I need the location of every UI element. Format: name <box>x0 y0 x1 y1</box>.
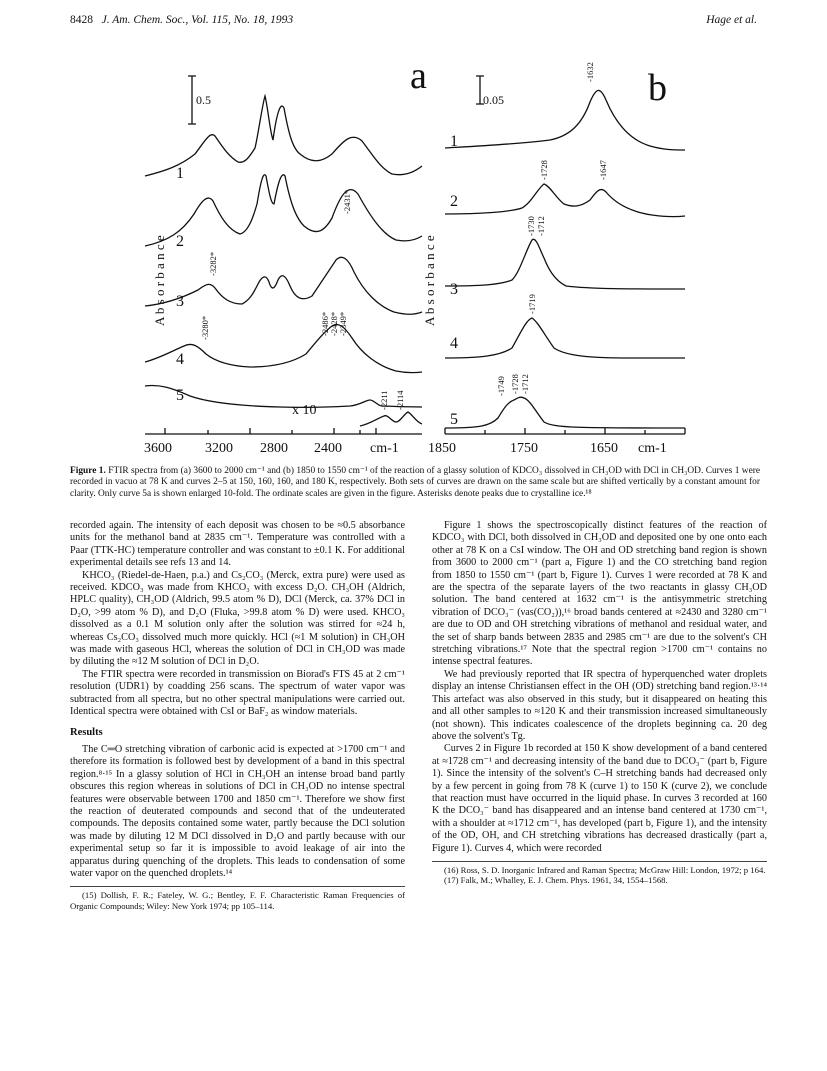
panel-b-peak-label: -1632 <box>585 62 595 82</box>
panel-a-ylabel: A b s o r b a n c e <box>152 235 167 326</box>
page-number: 8428 <box>70 14 93 26</box>
panel-b-peak-label: -1712 <box>536 216 546 236</box>
panel-b-peak-label: -1719 <box>527 294 537 314</box>
journal-citation: J. Am. Chem. Soc., Vol. 115, No. 18, 1993 <box>101 14 294 26</box>
reference-17: (17) Falk, M.; Whalley, E. J. Chem. Phys. 1961, 34, 1554–1568. <box>444 875 668 886</box>
panel-b-curve-label-2: 2 <box>450 193 458 210</box>
panel-a-curve-label-5: 5 <box>176 387 184 404</box>
panel-a-peak-label: -2431* <box>342 189 352 214</box>
panel-a-x-tick-label: 3600 <box>144 441 172 456</box>
footnotes-right <box>432 861 767 886</box>
panel-a-x-tick-label: 2800 <box>260 441 288 456</box>
panel-a-peak-label: -2349* <box>338 311 348 336</box>
figure-1 <box>60 36 770 460</box>
panel-a-peak-label: -3280* <box>200 315 210 340</box>
panel-b-peak-label: -1730 <box>526 216 536 236</box>
panel-b-peak-label: -1712 <box>520 374 530 394</box>
panel-a-peak-label: -2114 <box>395 390 405 410</box>
panel-a-x-ticks <box>165 428 376 434</box>
reference-16: (16) Ross, S. D. Inorganic Infrared and Raman Spectra; McGraw Hill: London, 1972; p 164. <box>444 864 766 875</box>
paragraph: recorded again. The intensity of each deposit was chosen to be ≈0.5 absorbance units for the methanol band at 2835 cm⁻¹. Temperature was controlled with a Paar (TTK-HC) temperature controller and was constant to ±0.1 K. For additional experimental details see refs 13 and 14. <box>70 520 405 569</box>
panel-a-x-unit: cm-1 <box>370 441 399 456</box>
panel-b-x-ticks <box>445 428 685 434</box>
panel-b-curve-5 <box>445 397 685 428</box>
panel-b-x-tick-label: 1750 <box>510 441 538 456</box>
panel-a-curve-2 <box>145 175 422 246</box>
ftir-spectra-figure <box>60 36 770 460</box>
paragraph: We had previously reported that IR spectra of hyperquenched water droplets display an intense Christiansen effect in the OH (OD) stretching band region.¹³·¹⁴ This artefact was also observed in this study, but it disappeared on heating this and all other samples to ≈120 K and their transmission increased simultaneously (not shown). This indicates coalescence of the droplets beginning ca. 20 deg above the solvent's Tg. <box>432 668 767 742</box>
right-column <box>432 520 767 886</box>
paragraph: The C═O stretching vibration of carbonic acid is expected at >1700 cm⁻¹ and therefore its formation is followed best by development of a band in this spectral region.⁸·¹⁵ In a glassy solution of HCl in CH₃OH an intense broad band partly obscures this region whereas in solutions of DCl in CH₃OD no intense spectral features were observable between 1700 and 1850 cm⁻¹. Therefore we show first the reaction of deuterated compounds and second that of the undeuterated compounds. The deposits contained some water, partly because the DCl solution was made by diluting 12 M DCl dissolved in D₂O and partly because with our experimental setup so far it is impossible to avoid leakage of air into the apparatus during quenching of the droplets. This leads to condensation of some water vapor on the quenched droplets.¹⁴ <box>70 743 405 879</box>
panel-b-curve-label-3: 3 <box>450 281 458 298</box>
panel-a-x-tick-label: 2400 <box>314 441 342 456</box>
panel-a-letter: a <box>410 55 427 97</box>
section-heading-results: Results <box>70 726 103 738</box>
panel-b-x-unit: cm-1 <box>638 441 667 456</box>
panel-b-peak-label: -1749 <box>496 376 506 396</box>
panel-a-peak-label: -2486* <box>320 311 330 336</box>
panel-b-x-tick-label: 1850 <box>428 441 456 456</box>
footnotes-left <box>70 886 405 911</box>
panel-a-curve-3 <box>145 257 422 314</box>
panel-b-curve-4 <box>445 318 685 358</box>
panel-b-curve-label-5: 5 <box>450 411 458 428</box>
panel-a-peak-label: -3282* <box>208 251 218 276</box>
caption-text: FTIR spectra from (a) 3600 to 2000 cm⁻¹ and (b) 1850 to 1550 cm⁻¹ of the reaction of a glassy solution of KDCO₃ dissolved in CH₃OD with DCl in CH₃OD. Curves 1 were recorded in vacuo at 78 K and curves 2–5 at 150, 160, 160, and 180 K, respectively. Both sets of curves are drawn on the same scale but are shifted vertically by a constant amount for clarity. Only curve 5a is shown enlarged 10-fold. The ordinate scales are given in the figure. Asterisks denote peaks due to crystalline ice.¹⁸ <box>70 466 761 499</box>
panel-a-zoom-label: x 10 <box>292 403 317 418</box>
panel-a-curve-4 <box>145 325 422 373</box>
left-column <box>70 520 405 911</box>
panel-b-peak-label: -1728 <box>510 374 520 394</box>
panel-a-x-tick-label: 3200 <box>205 441 233 456</box>
panel-a-curve-label-3: 3 <box>176 293 184 310</box>
panel-a-curve-label-4: 4 <box>176 351 184 368</box>
panel-b-peak-label: -1647 <box>598 160 608 180</box>
caption-label: Figure 1. <box>70 466 106 476</box>
panel-b-curve-2 <box>445 184 685 217</box>
panel-b-curve-label-1: 1 <box>450 133 458 150</box>
panel-b-curve-label-4: 4 <box>450 335 458 352</box>
panel-a-peak-label: -2428* <box>329 311 339 336</box>
running-header-authors: Hage et al. <box>706 14 757 26</box>
panel-a-curve-1 <box>145 96 422 176</box>
panel-a-curve-5-zoom <box>360 412 422 426</box>
panel-a-curve-label-1: 1 <box>176 165 184 182</box>
paragraph: Figure 1 shows the spectroscopically distinct features of the reaction of KDCO₃ with DCl, both dissolved in CH₃OD and deposited one by one onto each other at 78 K on a CsI window. The OH and OD stretching band region is shown from 3600 to 2000 cm⁻¹ (part a, Figure 1) and the CO stretching band region from 1850 to 1550 cm⁻¹ (part b, Figure 1). Curves 1 were recorded at 78 K and are the spectra of the separate layers of the two reactants in glassy CH₃OD solution. The band centered at 1632 cm⁻¹ is the antisymmetric stretching vibration of DCO₃⁻ (νas(CO₂)),¹⁶ broad bands centered at ≈2430 and 3280 cm⁻¹ are due to OD and OH stretching vibrations of methanol and residual water, and the set of sharp bands between 2835 and 2985 cm⁻¹ are due to the solvent's CH stretching vibrations.¹⁷ Note that the spectral region >1700 cm⁻¹ contains no intense spectral features. <box>432 520 767 668</box>
paragraph: The FTIR spectra were recorded in transmission on Biorad's FTS 45 at 2 cm⁻¹ resolution (UDR1) by coadding 256 scans. The spectrum of water vapor was subtracted from all spectra, but no other spectral manipulations were carried out. Identical spectra were obtained with CsI or BaF₂ as window materials. <box>70 668 405 718</box>
panel-a-scale-bar <box>188 76 196 124</box>
panel-b-ylabel: A b s o r b a n c e <box>422 235 437 326</box>
paragraph: KHCO₃ (Riedel-de-Haen, p.a.) and Cs₂CO₃ (Merck, extra pure) were used as received. KDCO₃ was made from KHCO₃ with excess D₂O. CH₃OH (Aldrich, HPLC quality), CH₃OD (Aldrich, 99.5 atom % D), DCl (Merck, ca. 37% DCl in D₂O, >99 atom % D), and D₂O (Fluka, >99.8 atom % D) were used. KHCO₃ dissolved as a 0.1 M solution only after the solution was stirred for ≈24 h, whereas Cs₂CO₃ dissolved much more quickly. HCl (≈1 M solution) in CH₃OH was made with gaseous HCl, whereas the solution of DCl in CH₃OD was made by diluting the ≈12 M solution of DCl in D₂O. <box>70 569 405 668</box>
panel-b-curve-3 <box>445 239 685 289</box>
panel-b-x-tick-label: 1650 <box>590 441 618 456</box>
panel-b-peak-label: -1728 <box>539 160 549 180</box>
paragraph: Curves 2 in Figure 1b recorded at 150 K show development of a band centered at ≈1728 cm⁻¹ and decreasing intensity of the band due to DCO₃⁻ (part b, Figure 1). Since the intensity of the solvent's C–H stretching bands had decreased only by a few percent in going from 78 K (curve 1) to 150 K (curve 2), we conclude that reaction must have occurred in the liquid phase. In curves 3 recorded at 160 K the DCO₃⁻ band has disappeared and an intense band centered at 1730 cm⁻¹, with a shoulder at ≈1712 cm⁻¹, has developed (part b, Figure 1), and the intensity of the OD, OH, and CH stretching vibrations has decreased drastically (part a, Figure 1). Curves 4, which were recorded <box>432 743 767 854</box>
panel-a-peak-label: -2211 <box>379 390 389 410</box>
panel-a-scale-label: 0.5 <box>196 93 211 107</box>
figure-caption <box>70 466 760 500</box>
reference-15: (15) Dollish, F. R.; Fateley, W. G.; Bentley, F. F. Characteristic Raman Frequencies of Organic Compounds; Wiley: New York 1974; pp 105–114. <box>70 890 405 911</box>
running-header-left <box>70 14 293 26</box>
panel-b-letter: b <box>648 67 667 109</box>
panel-a-curve-label-2: 2 <box>176 233 184 250</box>
panel-b-scale-label: 0.05 <box>483 93 504 107</box>
